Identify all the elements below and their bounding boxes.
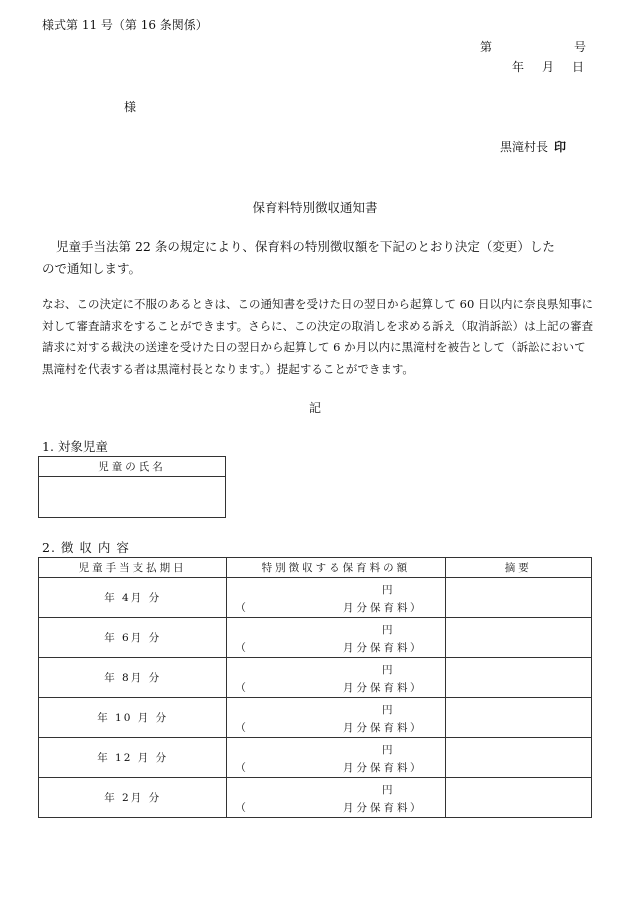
seal-mark: 印 bbox=[554, 140, 567, 154]
table-row bbox=[39, 738, 592, 778]
table-row bbox=[39, 578, 592, 618]
close-paren: ） bbox=[410, 762, 421, 774]
note-cell[interactable] bbox=[445, 738, 592, 778]
amount-cell[interactable] bbox=[227, 618, 445, 658]
appeal-paragraph: なお、この決定に不服のあるときは、この通知書を受けた日の翌日から起算して 60 日以内に奈良県知事に対して審査請求をすることができます。さらに、この決定の取消しを求める訴え（取消訴訟）は上記の審査請求に対する裁決の送達を受けた日の翌日から起算して 6 か月以内に黒滝村を被告として（訴訟において黒滝村を代表する者は黒滝村長となります。）提起することができます。 bbox=[42, 297, 594, 376]
note-cell[interactable] bbox=[445, 578, 592, 618]
table-row bbox=[39, 698, 592, 738]
close-paren: ） bbox=[410, 602, 421, 614]
date-year: 年 bbox=[512, 60, 525, 74]
open-paren: （ bbox=[235, 802, 246, 814]
child-table bbox=[38, 456, 226, 518]
note-cell[interactable] bbox=[445, 698, 592, 738]
period-cell: 年 2月 分 bbox=[39, 778, 227, 818]
month-fee-label: 月分保育料 bbox=[343, 802, 411, 814]
yen-label: 円 bbox=[382, 664, 393, 676]
yen-label: 円 bbox=[382, 744, 393, 756]
section1-heading: 1. 対象児童 bbox=[42, 439, 108, 454]
note-cell[interactable] bbox=[445, 658, 592, 698]
open-paren: （ bbox=[235, 642, 246, 654]
open-paren: （ bbox=[235, 682, 246, 694]
date-day: 日 bbox=[572, 60, 585, 74]
period-cell: 年 4月 分 bbox=[39, 578, 227, 618]
collection-table bbox=[38, 557, 592, 818]
issuer-line bbox=[500, 138, 566, 155]
column-header: 摘要 bbox=[445, 558, 592, 578]
amount-cell[interactable] bbox=[227, 698, 445, 738]
yen-label: 円 bbox=[382, 584, 393, 596]
notice-paragraph: 児童手当法第 22 条の規定により、保育料の特別徴収額を下記のとおり決定（変更）したので通知します。 bbox=[42, 239, 555, 276]
ki-heading: 記 bbox=[308, 401, 321, 415]
amount-cell[interactable] bbox=[227, 778, 445, 818]
form-number: 様式第 11 号（第 16 条関係） bbox=[42, 18, 208, 32]
date-month: 月 bbox=[542, 60, 555, 74]
column-header: 特別徴収する保育料の額 bbox=[227, 558, 445, 578]
close-paren: ） bbox=[410, 682, 421, 694]
period-cell: 年 12 月 分 bbox=[39, 738, 227, 778]
note-cell[interactable] bbox=[445, 778, 592, 818]
close-paren: ） bbox=[410, 722, 421, 734]
period-cell: 年 10 月 分 bbox=[39, 698, 227, 738]
section2-heading: 2. 徴 収 内 容 bbox=[42, 540, 130, 555]
amount-cell[interactable] bbox=[227, 738, 445, 778]
child-name-header: 児童の氏名 bbox=[39, 457, 226, 477]
open-paren: （ bbox=[235, 602, 246, 614]
issuer-name: 黒滝村長 bbox=[500, 140, 549, 154]
amount-cell[interactable] bbox=[227, 578, 445, 618]
yen-label: 円 bbox=[382, 624, 393, 636]
month-fee-label: 月分保育料 bbox=[343, 642, 411, 654]
table-row bbox=[39, 658, 592, 698]
number-suffix: 号 bbox=[573, 40, 586, 54]
table-row bbox=[39, 618, 592, 658]
column-header: 児童手当支払期日 bbox=[39, 558, 227, 578]
table-row bbox=[39, 778, 592, 818]
document-title: 保育料特別徴収通知書 bbox=[252, 200, 378, 215]
open-paren: （ bbox=[235, 762, 246, 774]
close-paren: ） bbox=[410, 642, 421, 654]
month-fee-label: 月分保育料 bbox=[343, 602, 411, 614]
addressee: 様 bbox=[124, 100, 137, 114]
yen-label: 円 bbox=[382, 784, 393, 796]
open-paren: （ bbox=[235, 722, 246, 734]
note-cell[interactable] bbox=[445, 618, 592, 658]
month-fee-label: 月分保育料 bbox=[343, 722, 411, 734]
amount-cell[interactable] bbox=[227, 658, 445, 698]
month-fee-label: 月分保育料 bbox=[343, 682, 411, 694]
close-paren: ） bbox=[410, 802, 421, 814]
period-cell: 年 8月 分 bbox=[39, 658, 227, 698]
period-cell: 年 6月 分 bbox=[39, 618, 227, 658]
yen-label: 円 bbox=[382, 704, 393, 716]
number-prefix: 第 bbox=[480, 40, 493, 54]
child-name-cell[interactable] bbox=[39, 477, 226, 518]
table-header-row bbox=[39, 558, 592, 578]
month-fee-label: 月分保育料 bbox=[343, 762, 411, 774]
